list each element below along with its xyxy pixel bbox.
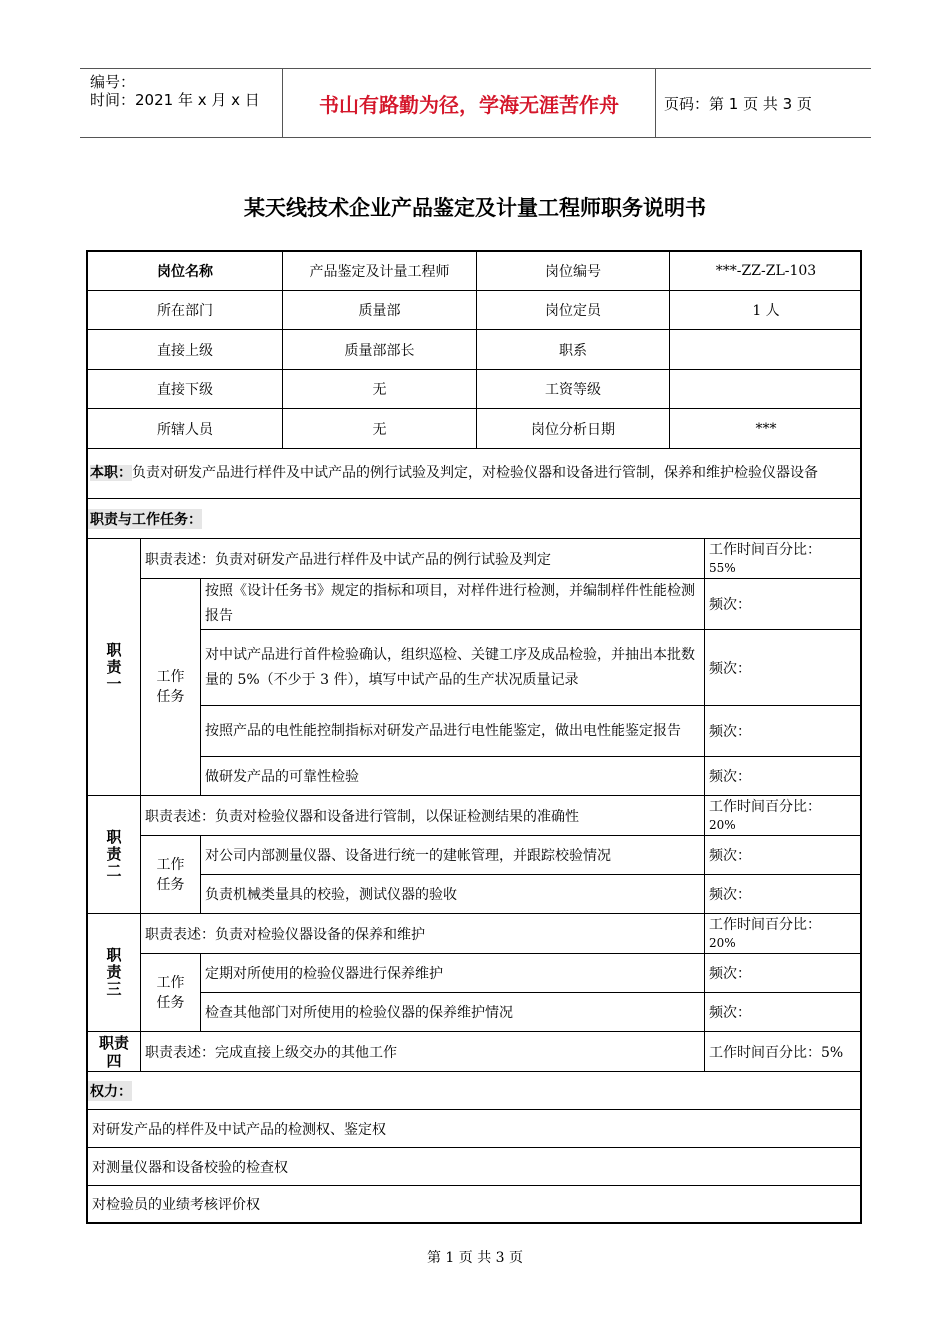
duty-3-label <box>88 914 141 1032</box>
main-responsibility-label: 本职： <box>90 465 132 481</box>
duty-1-pct-label: 工作时间百分比： <box>709 541 821 558</box>
duty-2-pct-label: 工作时间百分比： <box>709 798 821 815</box>
value-analysis-date: *** <box>670 409 862 449</box>
page-footer: 第 1 页 共 3 页 <box>426 1250 524 1266</box>
duty-2-task-2: 负责机械类量具的校验，测试仪器的验收 <box>201 875 705 914</box>
header-page-number: 页码：第 1 页 共 3 页 <box>664 94 812 113</box>
value-salary-grade <box>670 370 862 409</box>
duty-1-task-4: 做研发产品的可靠性检验 <box>201 757 705 796</box>
label-position-code: 岗位编号 <box>477 252 670 291</box>
power-item-3: 对检验员的业绩考核评价权 <box>92 1197 260 1213</box>
duty-4-time-share: 工作时间百分比：5% <box>705 1032 862 1072</box>
duty-1-task-3-frequency: 频次： <box>705 706 862 757</box>
duty-1-task-1: 按照《设计任务书》规定的指标和项目，对样件进行检测，并编制样件性能检测报告 <box>201 579 705 630</box>
duty-1-description: 职责表述：负责对研发产品进行样件及中试产品的例行试验及判定 <box>141 539 705 579</box>
header-motto: 书山有路勤为径，学海无涯苦作舟 <box>282 69 656 137</box>
duty-4-description: 职责表述：完成直接上级交办的其他工作 <box>141 1032 705 1072</box>
job-description-table <box>86 250 862 1224</box>
value-position-name: 产品鉴定及计量工程师 <box>283 252 477 291</box>
powers-section-header <box>88 1072 862 1110</box>
value-department: 质量部 <box>283 291 477 330</box>
label-job-family: 职系 <box>477 330 670 370</box>
power-item-1: 对研发产品的样件及中试产品的检测权、鉴定权 <box>88 1110 862 1148</box>
value-position-code: ***-ZZ-ZL-103 <box>670 252 862 291</box>
duty-1-time-share <box>705 539 862 579</box>
value-job-family <box>670 330 862 370</box>
value-direct-subordinate: 无 <box>283 370 477 409</box>
duty-1-pct-value: 55% <box>709 560 736 575</box>
header-meta <box>90 73 280 109</box>
duty-3-tasks-label: 工作任务 <box>141 954 201 1032</box>
duty-2-task-1-frequency: 频次： <box>705 836 862 875</box>
label-department: 所在部门 <box>88 291 283 330</box>
duty-1-label <box>88 539 141 796</box>
doc-date-label: 时间：2021 年 x 月 x 日 <box>90 91 260 109</box>
duty-3-time-share <box>705 914 862 954</box>
duties-section-header <box>88 499 862 539</box>
duty-3-name: 职责三 <box>104 947 123 998</box>
duty-2-time-share <box>705 796 862 836</box>
label-staff-managed: 所辖人员 <box>88 409 283 449</box>
duty-4-label <box>88 1032 141 1072</box>
duty-2-name: 职责二 <box>104 829 123 880</box>
duty-1-task-2: 对中试产品进行首件检验确认，组织巡检、关键工序及成品检验，并抽出本批数量的 5%（不少于 3 件），填写中试产品的生产状况质量记录 <box>201 630 705 706</box>
duty-1-task-4-frequency: 频次： <box>705 757 862 796</box>
duty-3-task-2: 检查其他部门对所使用的检验仪器的保养维护情况 <box>201 993 705 1032</box>
value-direct-superior: 质量部部长 <box>283 330 477 370</box>
label-analysis-date: 岗位分析日期 <box>477 409 670 449</box>
value-staff-managed: 无 <box>283 409 477 449</box>
duty-2-label <box>88 796 141 914</box>
duty-1-task-3: 按照产品的电性能控制指标对研发产品进行电性能鉴定，做出电性能鉴定报告 <box>201 706 705 757</box>
duty-2-tasks-label: 工作任务 <box>141 836 201 914</box>
value-headcount: 1 人 <box>670 291 862 330</box>
duty-3-task-2-frequency: 频次： <box>705 993 862 1032</box>
duty-3-pct-value: 20% <box>709 935 736 950</box>
powers-header-label: 权力： <box>88 1081 132 1101</box>
document-title: 某天线技术企业产品鉴定及计量工程师职务说明书 <box>244 196 706 220</box>
duty-2-description: 职责表述：负责对检验仪器和设备进行管制，以保证检测结果的准确性 <box>141 796 705 836</box>
power-item-2: 对测量仪器和设备校验的检查权 <box>88 1148 862 1186</box>
label-salary-grade: 工资等级 <box>477 370 670 409</box>
duties-header-label: 职责与工作任务： <box>88 509 202 529</box>
duty-3-description: 职责表述：负责对检验仪器设备的保养和维护 <box>141 914 705 954</box>
duty-2-task-1: 对公司内部测量仪器、设备进行统一的建帐管理，并跟踪校验情况 <box>201 836 705 875</box>
label-position-name: 岗位名称 <box>88 252 283 291</box>
main-responsibility <box>88 449 862 499</box>
duty-2-pct-value: 20% <box>709 817 736 832</box>
duty-3-task-1-frequency: 频次： <box>705 954 862 993</box>
label-headcount: 岗位定员 <box>477 291 670 330</box>
label-direct-subordinate: 直接下级 <box>88 370 283 409</box>
duty-1-name: 职责一 <box>104 641 123 693</box>
duty-1-tasks-label: 工作任务 <box>141 579 201 796</box>
duty-3-task-1: 定期对所使用的检验仪器进行保养维护 <box>201 954 705 993</box>
duty-1-task-1-frequency: 频次： <box>705 579 862 630</box>
duty-4-name: 职责四 <box>98 1033 129 1070</box>
label-direct-superior: 直接上级 <box>88 330 283 370</box>
main-responsibility-text: 负责对研发产品进行样件及中试产品的例行试验及判定，对检验仪器和设备进行管制，保养和维护检验仪器设备 <box>132 465 818 481</box>
page-header <box>80 68 871 138</box>
doc-number-label: 编号： <box>90 73 136 91</box>
duty-3-pct-label: 工作时间百分比： <box>709 916 821 933</box>
duty-2-task-2-frequency: 频次： <box>705 875 862 914</box>
duty-1-task-2-frequency: 频次： <box>705 630 862 706</box>
